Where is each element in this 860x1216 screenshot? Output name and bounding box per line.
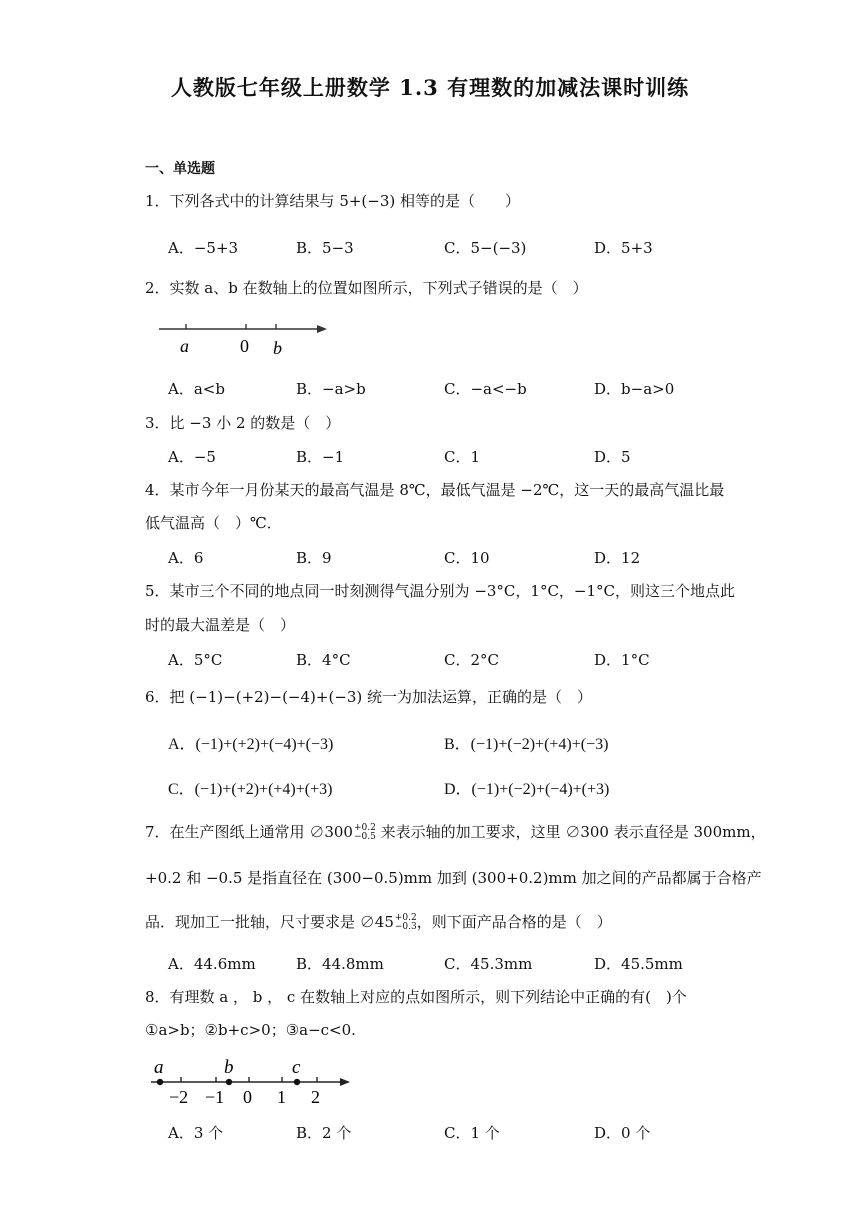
q7-tolerance-upper: +0.2 (353, 823, 376, 833)
q1-option-d[interactable]: D．5+3 (594, 239, 653, 257)
q7-line3-part-b: ，则下面产品合格的是（ ） (416, 913, 612, 931)
q8-option-a[interactable]: A．3 个 (168, 1124, 224, 1142)
q3-option-a[interactable]: A．−5 (168, 448, 216, 466)
question-7-stem-line-1 (145, 821, 766, 842)
q8-tick-1: 1 (277, 1087, 286, 1107)
section-heading: 一、单选题 (145, 161, 215, 177)
q8-tick-2: 2 (311, 1087, 320, 1107)
q7-line3-part-a: 品．现加工一批轴，尺寸要求是 ∅45 (145, 913, 394, 931)
q2-label-a: a (180, 336, 189, 356)
q6-option-c[interactable]: C．(−1)+(+2)+(+4)+(+3) (168, 781, 333, 798)
q3-option-c[interactable]: C．1 (444, 448, 481, 466)
question-7-stem-line-3 (145, 911, 612, 932)
q2-option-c[interactable]: C．−a<−b (444, 380, 527, 398)
page-title: 人教版七年级上册数学 1.3 有理数的加减法课时训练 (170, 75, 690, 100)
q7-option-d[interactable]: D．45.5mm (594, 955, 683, 973)
question-5-stem-line-1: 5．某市三个不同的地点同一时刻测得气温分别为 −3°C，1°C，−1°C，则这三个地点此 (145, 582, 736, 600)
q5-option-b[interactable]: B．4°C (296, 651, 351, 669)
q4-option-a[interactable]: A．6 (168, 549, 204, 567)
question-6-stem: 6．把 (−1)−(+2)−(−4)+(−3) 统一为加法运算，正确的是（ ） (145, 688, 593, 706)
q4-option-b[interactable]: B．9 (296, 549, 332, 567)
q2-option-b[interactable]: B．−a>b (296, 380, 366, 398)
q7-tolerance-lower: −0.5 (353, 832, 376, 842)
question-2-stem: 2．实数 a、b 在数轴上的位置如图所示，下列式子错误的是（ ） (145, 279, 588, 297)
q1-option-c[interactable]: C．5−(−3) (444, 239, 527, 257)
q2-label-b: b (273, 338, 282, 358)
q5-option-a[interactable]: A．5°C (168, 651, 223, 669)
q2-number-line (155, 314, 335, 360)
question-4-stem-line-2: 低气温高（ ）℃． (145, 514, 282, 532)
q7-tolerance-lower-2: −0.3 (394, 922, 417, 932)
q7-line1-part-b: 来表示轴的加工要求，这里 ∅300 表示直径是 300mm， (375, 823, 766, 841)
q2-option-a[interactable]: A．a<b (168, 380, 225, 398)
question-5-stem-line-2: 时的最大温差是（ ） (145, 616, 296, 634)
q7-option-c[interactable]: C．45.3mm (444, 955, 533, 973)
q3-option-b[interactable]: B．−1 (296, 448, 345, 466)
question-3-stem: 3．比 −3 小 2 的数是（ ） (145, 414, 341, 432)
question-4-stem-line-1: 4．某市今年一月份某天的最高气温是 8℃，最低气温是 −2℃，这一天的最高气温比最 (145, 481, 725, 499)
q5-option-c[interactable]: C．2°C (444, 651, 499, 669)
q8-option-c[interactable]: C．1 个 (444, 1124, 500, 1142)
q1-option-b[interactable]: B．5−3 (296, 239, 354, 257)
q8-option-b[interactable]: B．2 个 (296, 1124, 352, 1142)
q2-option-d[interactable]: D．b−a>0 (594, 380, 675, 398)
q8-option-d[interactable]: D．0 个 (594, 1124, 651, 1142)
q6-option-d[interactable]: D．(−1)+(−2)+(−4)+(+3) (444, 781, 610, 798)
q8-tick-0: 0 (243, 1087, 252, 1107)
q2-label-0: 0 (240, 336, 249, 356)
q7-option-a[interactable]: A．44.6mm (168, 955, 256, 973)
q4-option-c[interactable]: C．10 (444, 549, 490, 567)
q8-point-c: c (292, 1057, 301, 1078)
question-1-stem: 1．下列各式中的计算结果与 5+(−3) 相等的是（ ） (145, 192, 521, 210)
q8-point-a: a (154, 1057, 164, 1078)
q7-option-b[interactable]: B．44.8mm (296, 955, 384, 973)
q8-tick-neg2: −2 (169, 1087, 189, 1107)
question-7-stem-line-2: +0.2 和 −0.5 是指直径在 (300−0.5)mm 加到 (300+0.2)mm 加之间的产品都属于合格产 (145, 869, 762, 887)
q7-tolerance-upper-2: +0.2 (394, 913, 417, 923)
question-8-stem-line-1: 8．有理数 a ， b ， c 在数轴上对应的点如图所示，则下列结论中正确的有( )个 (145, 988, 687, 1006)
q1-option-a[interactable]: A．−5+3 (168, 239, 239, 257)
q3-option-d[interactable]: D．5 (594, 448, 631, 466)
q5-option-d[interactable]: D．1°C (594, 651, 650, 669)
q4-option-d[interactable]: D．12 (594, 549, 641, 567)
q8-number-line (145, 1055, 360, 1107)
q8-tick-neg1: −1 (205, 1087, 225, 1107)
q8-point-b: b (224, 1057, 234, 1078)
q6-option-b[interactable]: B．(−1)+(−2)+(+4)+(−3) (444, 736, 609, 753)
question-8-stem-line-2: ①a>b；②b+c>0；③a−c<0. (145, 1021, 356, 1039)
q7-line1-part-a: 7．在生产图纸上通常用 ∅300 (145, 823, 353, 841)
q6-option-a[interactable]: A．(−1)+(+2)+(−4)+(−3) (168, 736, 334, 753)
